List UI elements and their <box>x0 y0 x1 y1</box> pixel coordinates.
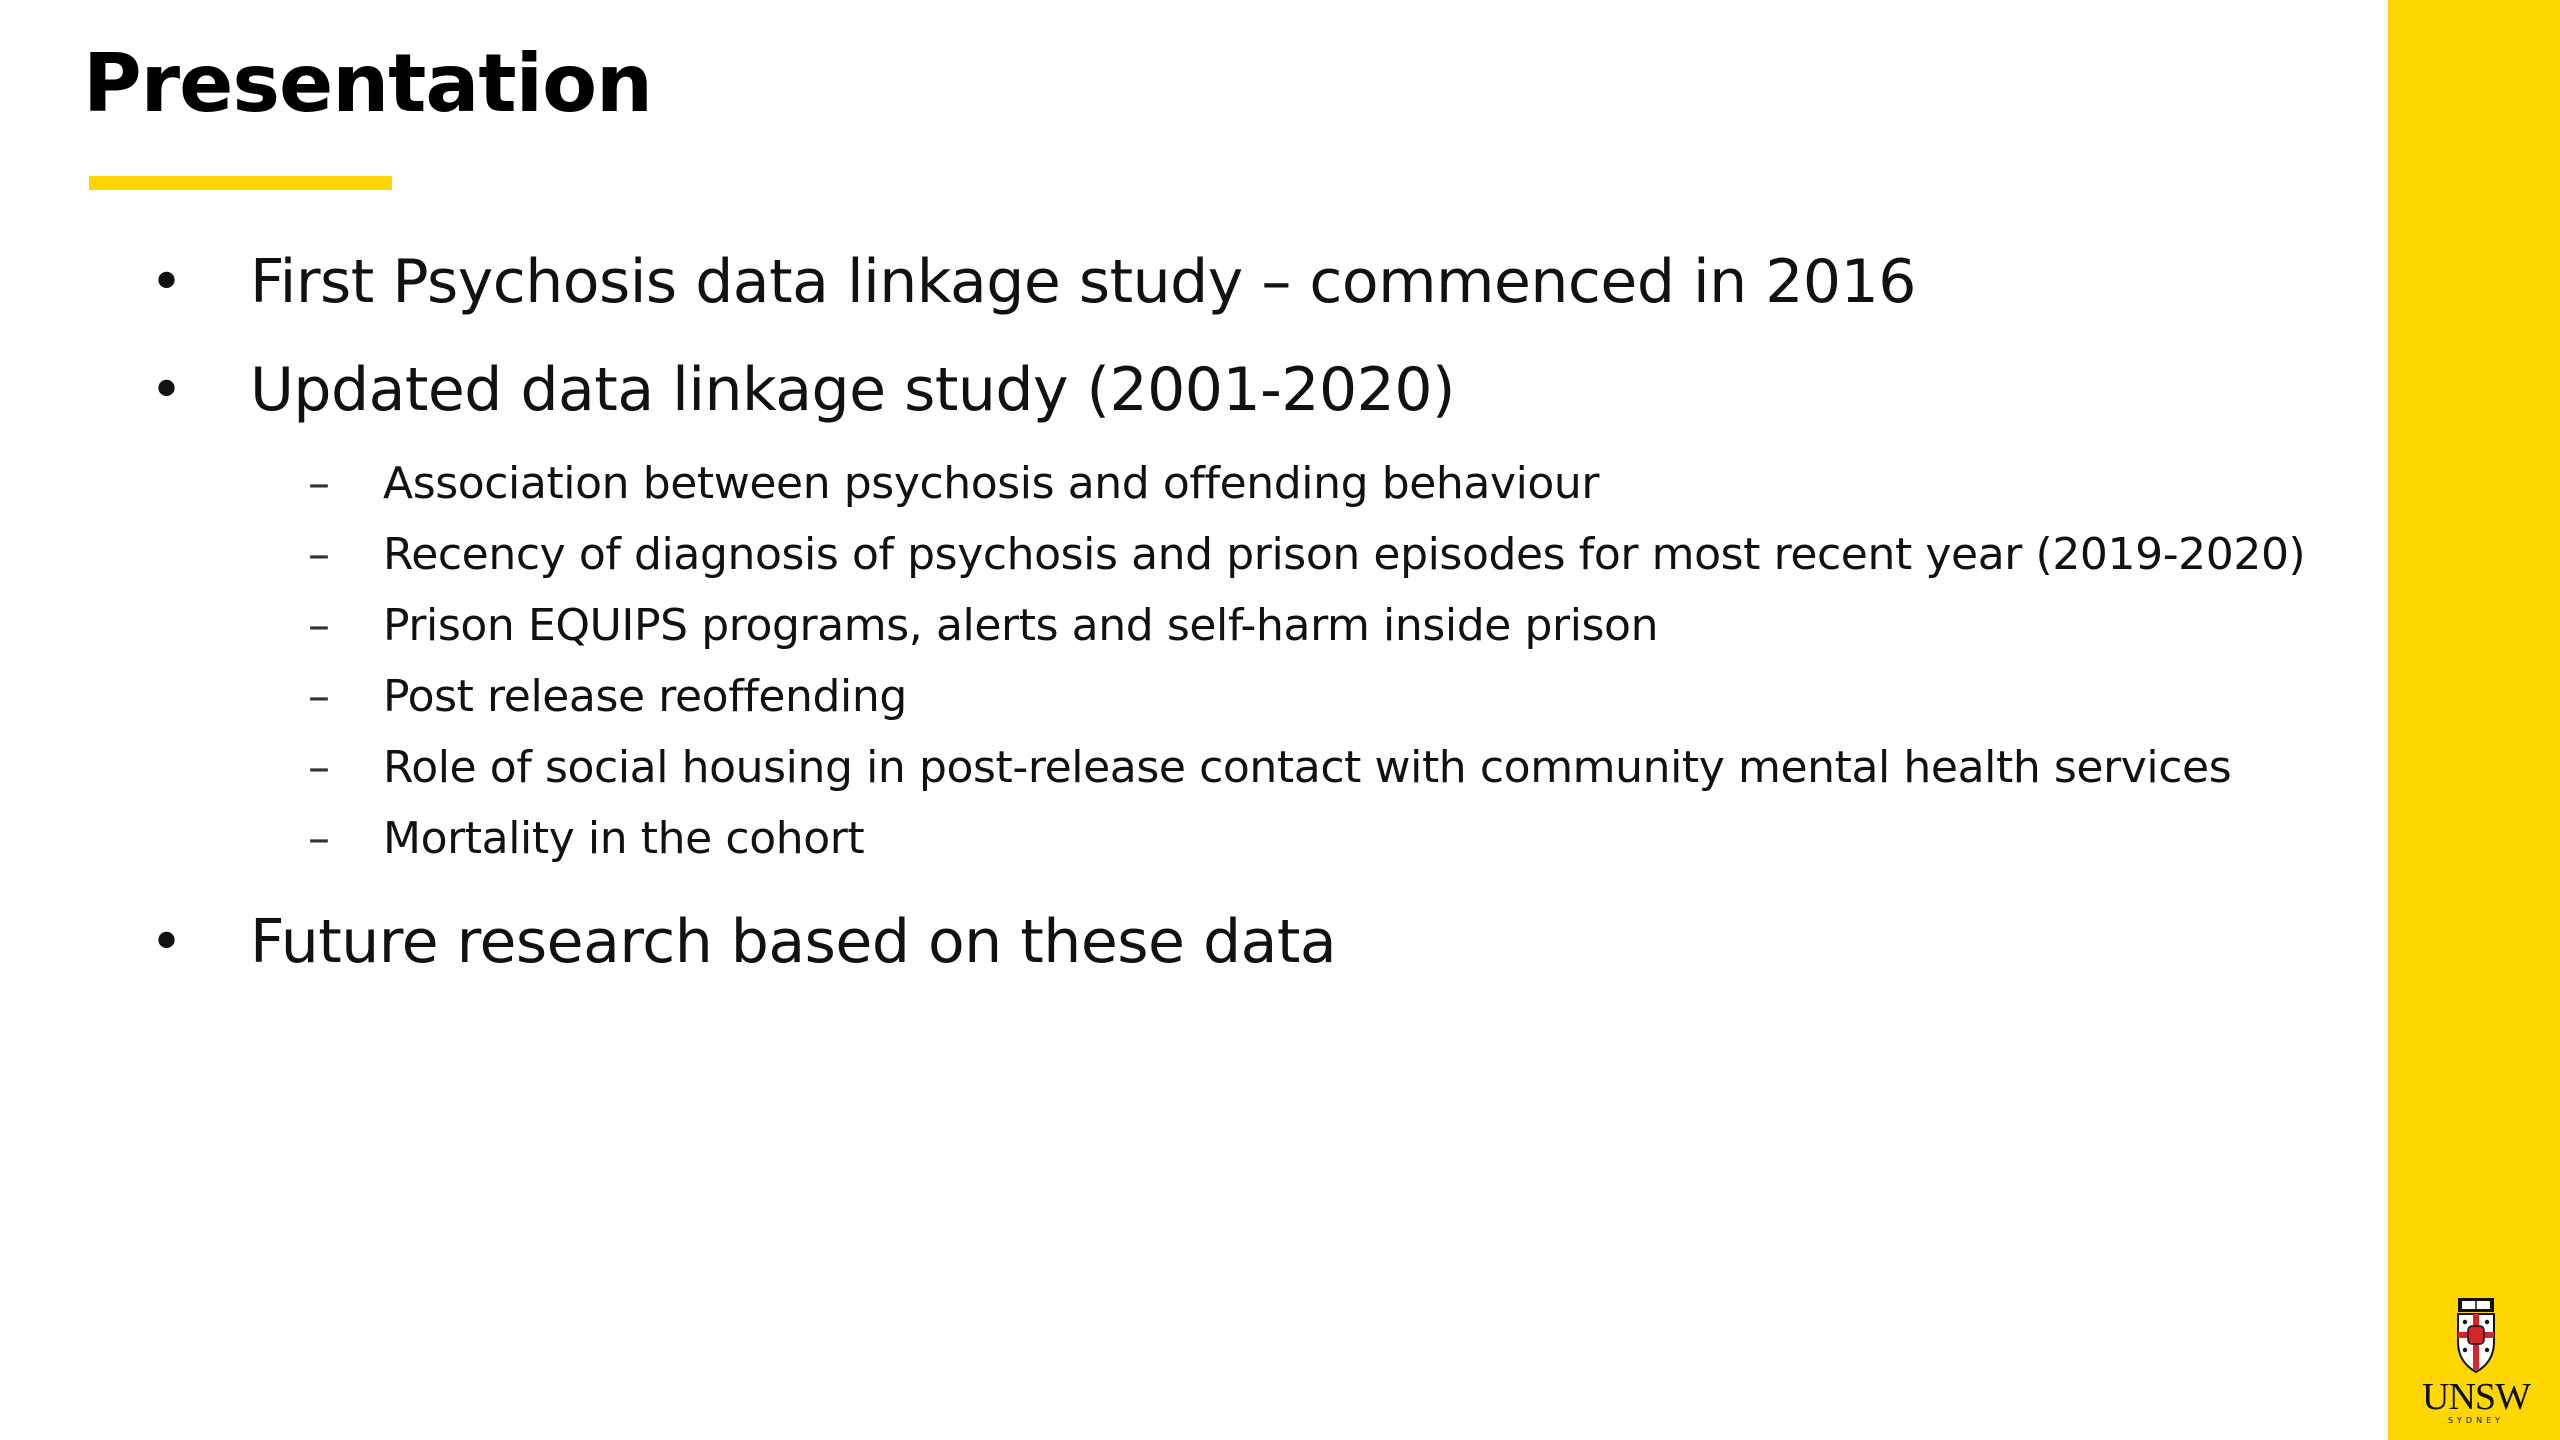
brand-side-band <box>2388 0 2560 1440</box>
sub-bullet-list <box>150 444 2330 888</box>
sub-bullet-marker: – <box>308 742 330 793</box>
sub-bullet-text: Association between psychosis and offending behaviour <box>383 458 1600 509</box>
sub-bullet-item <box>150 803 2330 874</box>
unsw-logo <box>2416 1296 2536 1426</box>
bullet-item <box>150 888 2330 996</box>
bullet-item <box>150 336 2330 444</box>
sub-bullet-item <box>150 448 2330 519</box>
unsw-crest-icon <box>2456 1296 2496 1376</box>
bullet-marker: • <box>150 909 183 975</box>
sub-bullet-text: Recency of diagnosis of psychosis and prison episodes for most recent year (2019-2020) <box>383 529 2306 580</box>
bullet-item <box>150 228 2330 336</box>
title-underline <box>89 176 392 190</box>
bullet-text: Future research based on these data <box>250 907 1337 977</box>
sub-bullet-marker: – <box>308 813 330 864</box>
bullet-text: First Psychosis data linkage study – commenced in 2016 <box>250 247 1916 317</box>
sub-bullet-text: Role of social housing in post-release contact with community mental health services <box>383 742 2232 793</box>
sub-bullet-item <box>150 590 2330 661</box>
logo-text: UNSW <box>2422 1376 2530 1418</box>
sub-bullet-text: Mortality in the cohort <box>383 813 865 864</box>
sub-bullet-text: Post release reoffending <box>383 671 907 722</box>
bullet-list <box>150 228 2330 996</box>
slide-title: Presentation <box>83 37 652 130</box>
sub-bullet-item <box>150 732 2330 803</box>
sub-bullet-marker: – <box>308 600 330 651</box>
sub-bullet-item <box>150 661 2330 732</box>
sub-bullet-marker: – <box>308 529 330 580</box>
sub-bullet-text: Prison EQUIPS programs, alerts and self-harm inside prison <box>383 600 1659 651</box>
sub-bullet-marker: – <box>308 458 330 509</box>
bullet-text: Updated data linkage study (2001-2020) <box>250 355 1455 425</box>
sub-bullet-item <box>150 519 2330 590</box>
logo-subtext: SYDNEY <box>2447 1416 2505 1425</box>
sub-bullet-marker: – <box>308 671 330 722</box>
bullet-marker: • <box>150 249 183 315</box>
bullet-marker: • <box>150 357 183 423</box>
